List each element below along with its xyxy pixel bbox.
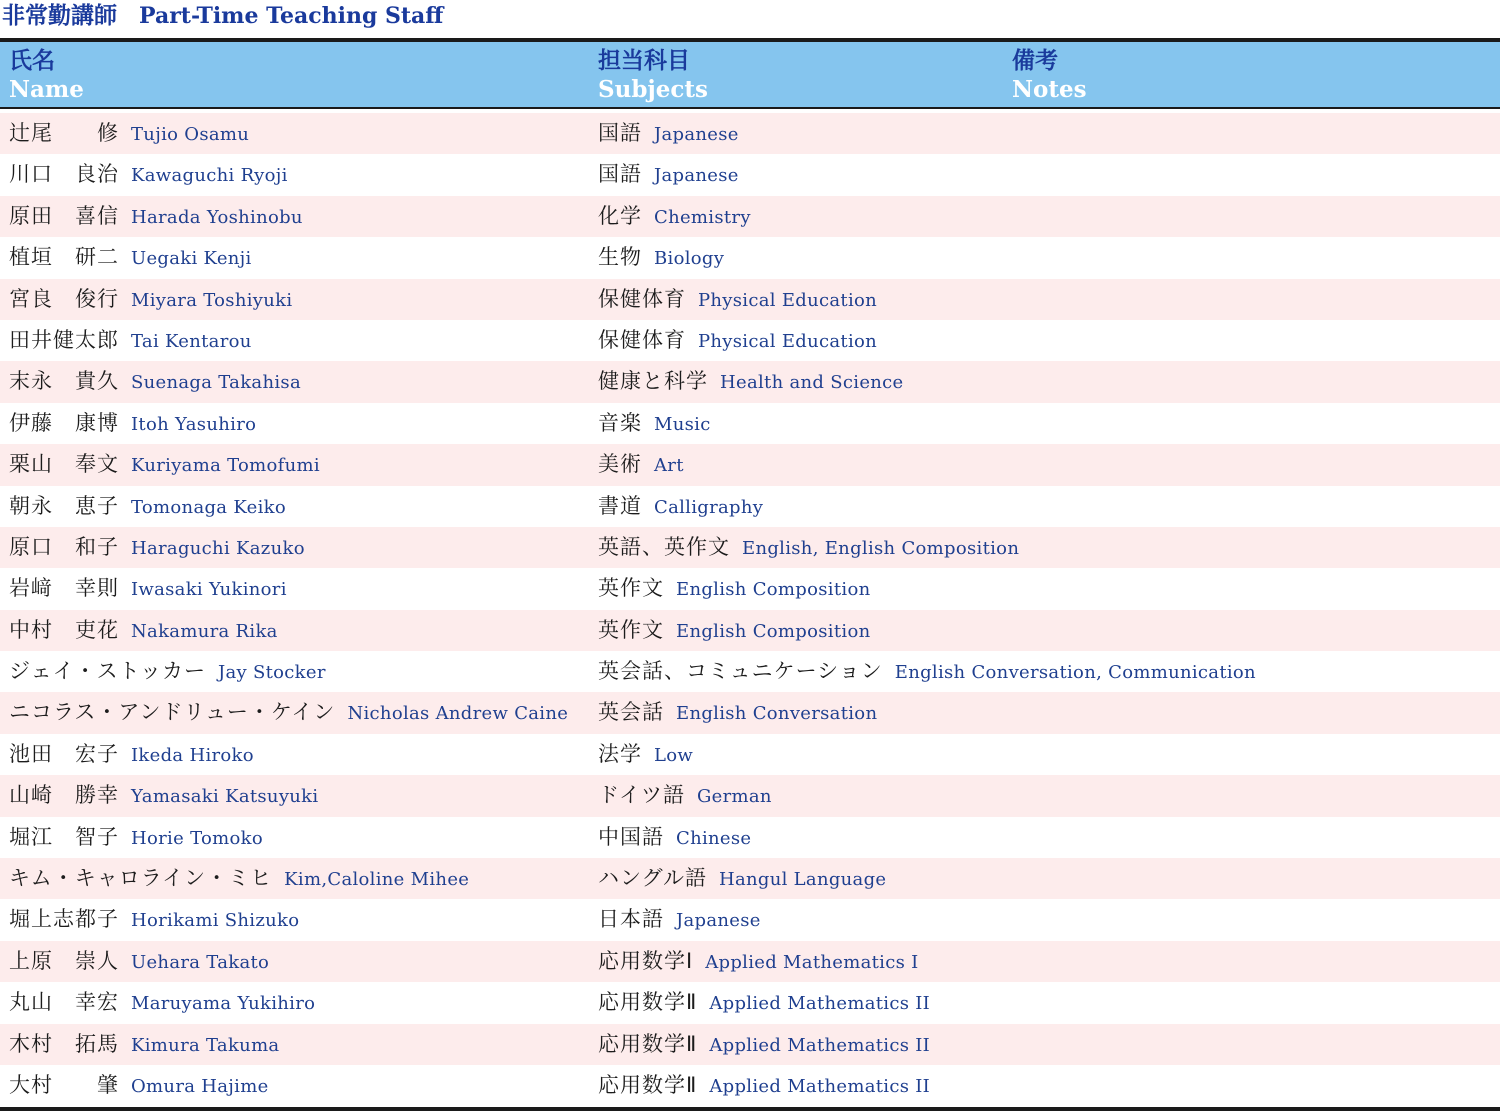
subject-cell <box>598 568 870 609</box>
name-en: Horie Tomoko <box>131 827 263 849</box>
column-header-subjects-jp: 担当科目 <box>598 48 690 74</box>
name-cell <box>9 982 315 1023</box>
table-row <box>0 1065 1500 1106</box>
table-row <box>0 527 1500 568</box>
subject-jp: 応用数学Ⅱ <box>598 1031 698 1056</box>
subject-cell <box>598 196 751 237</box>
column-header-notes-jp: 備考 <box>1012 48 1058 74</box>
table-row <box>0 154 1500 195</box>
subject-cell <box>598 692 877 733</box>
name-en: Suenaga Takahisa <box>131 372 301 394</box>
subject-jp: 英会話、コミュニケーション <box>598 659 883 684</box>
name-cell <box>9 403 256 444</box>
table-row <box>0 279 1500 320</box>
name-en: Itoh Yasuhiro <box>131 413 257 435</box>
subject-jp: 法学 <box>598 741 642 766</box>
subject-en: Physical Education <box>698 289 878 311</box>
subject-en: Physical Education <box>698 330 878 352</box>
page-title <box>0 0 443 38</box>
name-cell <box>9 279 292 320</box>
name-cell <box>9 486 286 527</box>
name-jp: 田井健太郎 <box>9 327 119 352</box>
table-row <box>0 610 1500 651</box>
subject-cell <box>598 610 870 651</box>
subject-jp: 英作文 <box>598 576 664 601</box>
subject-en: English, English Composition <box>742 537 1020 559</box>
subject-en: Health and Science <box>720 372 904 394</box>
name-cell <box>9 817 263 858</box>
subject-jp: 応用数学Ⅱ <box>598 990 698 1015</box>
name-jp: 朝永 恵子 <box>9 493 119 518</box>
name-cell <box>9 196 303 237</box>
name-en: Miyara Toshiyuki <box>131 289 293 311</box>
column-header-notes-en: Notes <box>1012 76 1087 103</box>
subject-jp: 化学 <box>598 203 642 228</box>
name-cell <box>9 610 278 651</box>
table-row <box>0 651 1500 692</box>
name-jp: 池田 宏子 <box>9 741 119 766</box>
subject-cell <box>598 817 751 858</box>
subject-en: Hangul Language <box>718 869 887 891</box>
subject-jp: 日本語 <box>598 907 664 932</box>
table-row <box>0 486 1500 527</box>
subject-en: Art <box>654 455 684 477</box>
name-cell <box>9 692 568 733</box>
table-row <box>0 1024 1500 1065</box>
column-header-subjects <box>598 46 708 104</box>
column-header-notes <box>1012 46 1087 104</box>
name-en: Yamasaki Katsuyuki <box>131 786 319 808</box>
column-header-subjects-en: Subjects <box>598 76 708 103</box>
subject-jp: 国語 <box>598 162 642 187</box>
name-en: Tomonaga Keiko <box>131 496 286 518</box>
subject-cell <box>598 982 930 1023</box>
subject-jp: 美術 <box>598 452 642 477</box>
table-row <box>0 775 1500 816</box>
name-en: Uegaki Kenji <box>131 248 252 270</box>
name-jp: 堀上志都子 <box>9 907 119 932</box>
name-jp: 原口 和子 <box>9 534 119 559</box>
name-cell <box>9 858 469 899</box>
name-en: Nicholas Andrew Caine <box>347 703 569 725</box>
name-cell <box>9 154 288 195</box>
table-row <box>0 734 1500 775</box>
staff-table-body <box>0 113 1500 1106</box>
subject-cell <box>598 858 886 899</box>
table-row <box>0 196 1500 237</box>
subject-cell <box>598 1024 930 1065</box>
name-cell <box>9 237 252 278</box>
name-jp: 植垣 研二 <box>9 245 119 270</box>
subject-jp: 英作文 <box>598 617 664 642</box>
subject-en: Applied Mathematics I <box>705 951 919 973</box>
table-row <box>0 237 1500 278</box>
subject-cell <box>598 1065 930 1106</box>
name-cell <box>9 734 254 775</box>
name-cell <box>9 899 299 940</box>
subject-en: English Conversation, Communication <box>894 662 1256 684</box>
name-jp: 宮良 俊行 <box>9 286 119 311</box>
name-jp: 中村 吏花 <box>9 617 119 642</box>
name-cell <box>9 527 305 568</box>
subject-en: English Composition <box>676 620 871 642</box>
name-en: Harada Yoshinobu <box>131 206 303 228</box>
name-jp: ジェイ・ストッカー <box>9 659 206 684</box>
subject-jp: ドイツ語 <box>598 783 685 808</box>
subject-cell <box>598 279 877 320</box>
name-cell <box>9 361 301 402</box>
name-en: Kimura Takuma <box>131 1034 280 1056</box>
bottom-divider <box>0 1107 1500 1111</box>
table-row <box>0 444 1500 485</box>
name-en: Uehara Takato <box>131 951 270 973</box>
table-row <box>0 941 1500 982</box>
name-en: Nakamura Rika <box>131 620 278 642</box>
column-header-name <box>9 46 84 104</box>
name-en: Ikeda Hiroko <box>131 744 254 766</box>
subject-en: English Conversation <box>676 703 878 725</box>
name-jp: 上原 崇人 <box>9 948 119 973</box>
page-title-jp: 非常勤講師 <box>2 3 117 29</box>
subject-en: Chinese <box>676 827 752 849</box>
table-row <box>0 113 1500 154</box>
subject-cell <box>598 734 693 775</box>
name-jp: 辻尾 修 <box>9 121 119 145</box>
name-en: Kuriyama Tomofumi <box>131 455 320 477</box>
subject-en: Japanese <box>676 910 761 932</box>
name-en: Kim,Caloline Mihee <box>284 869 470 891</box>
table-header <box>0 42 1500 109</box>
subject-jp: 英会話 <box>598 700 664 725</box>
name-cell <box>9 775 318 816</box>
subject-jp: 応用数学Ⅱ <box>598 1072 698 1097</box>
subject-cell <box>598 775 772 816</box>
subject-en: Japanese <box>654 124 739 145</box>
subject-jp: 応用数学Ⅰ <box>598 948 694 973</box>
name-jp: 木村 拓馬 <box>9 1031 119 1056</box>
subject-en: Biology <box>654 248 725 270</box>
name-en: Haraguchi Kazuko <box>131 537 305 559</box>
name-jp: 栗山 奉文 <box>9 452 119 477</box>
name-jp: 岩﨑 幸則 <box>9 576 119 601</box>
subject-jp: 英語、英作文 <box>598 534 730 559</box>
subject-en: Music <box>654 413 711 435</box>
name-jp: 山崎 勝幸 <box>9 783 119 808</box>
name-jp: キム・キャロライン・ミヒ <box>9 866 273 891</box>
subject-en: English Composition <box>676 579 871 601</box>
subject-jp: 音楽 <box>598 410 642 435</box>
name-jp: 丸山 幸宏 <box>9 990 119 1015</box>
subject-cell <box>598 403 711 444</box>
name-cell <box>9 444 320 485</box>
subject-en: Applied Mathematics II <box>709 1075 931 1097</box>
subject-cell <box>598 154 739 195</box>
name-cell <box>9 1065 269 1106</box>
name-jp: ニコラス・アンドリュー・ケイン <box>9 700 336 725</box>
subject-cell <box>598 899 761 940</box>
subject-jp: 生物 <box>598 245 642 270</box>
subject-cell <box>598 237 724 278</box>
name-en: Tai Kentarou <box>131 330 252 352</box>
name-cell <box>9 113 249 154</box>
name-cell <box>9 941 269 982</box>
subject-en: Japanese <box>654 165 739 187</box>
subject-cell <box>598 361 904 402</box>
table-row <box>0 692 1500 733</box>
name-en: Kawaguchi Ryoji <box>131 165 288 187</box>
subject-cell <box>598 320 877 361</box>
name-en: Jay Stocker <box>217 662 326 684</box>
subject-en: Applied Mathematics II <box>709 993 931 1015</box>
table-row <box>0 403 1500 444</box>
table-row <box>0 320 1500 361</box>
subject-jp: 保健体育 <box>598 286 686 311</box>
subject-en: Applied Mathematics II <box>709 1034 931 1056</box>
subject-jp: 国語 <box>598 121 642 145</box>
subject-cell <box>598 113 739 154</box>
subject-cell <box>598 651 1256 692</box>
table-row <box>0 817 1500 858</box>
name-cell <box>9 651 326 692</box>
subject-en: Chemistry <box>654 206 751 228</box>
name-en: Horikami Shizuko <box>131 910 300 932</box>
subject-jp: 書道 <box>598 493 642 518</box>
subject-cell <box>598 486 763 527</box>
column-header-name-jp: 氏名 <box>9 48 55 74</box>
subject-jp: 健康と科学 <box>598 369 708 394</box>
subject-jp: ハングル語 <box>598 866 707 891</box>
name-en: Maruyama Yukihiro <box>131 993 316 1015</box>
subject-cell <box>598 941 919 982</box>
name-jp: 末永 貴久 <box>9 369 119 394</box>
column-header-name-en: Name <box>9 76 84 103</box>
name-jp: 川口 良治 <box>9 162 119 187</box>
page-title-en: Part-Time Teaching Staff <box>139 3 444 29</box>
subject-cell <box>598 444 684 485</box>
name-en: Iwasaki Yukinori <box>131 579 287 601</box>
table-row <box>0 568 1500 609</box>
name-cell <box>9 1024 279 1065</box>
name-cell <box>9 568 287 609</box>
name-jp: 原田 喜信 <box>9 203 119 228</box>
subject-en: German <box>696 786 772 808</box>
subject-cell <box>598 527 1019 568</box>
subject-jp: 保健体育 <box>598 327 686 352</box>
name-en: Tujio Osamu <box>131 124 250 145</box>
name-jp: 大村 肇 <box>9 1072 119 1097</box>
name-jp: 堀江 智子 <box>9 824 119 849</box>
subject-en: Calligraphy <box>654 496 764 518</box>
subject-en: Low <box>654 744 694 766</box>
table-row <box>0 858 1500 899</box>
table-row <box>0 982 1500 1023</box>
name-cell <box>9 320 252 361</box>
name-jp: 伊藤 康博 <box>9 410 119 435</box>
table-row <box>0 361 1500 402</box>
subject-jp: 中国語 <box>598 824 664 849</box>
table-row <box>0 899 1500 940</box>
name-en: Omura Hajime <box>131 1075 269 1097</box>
